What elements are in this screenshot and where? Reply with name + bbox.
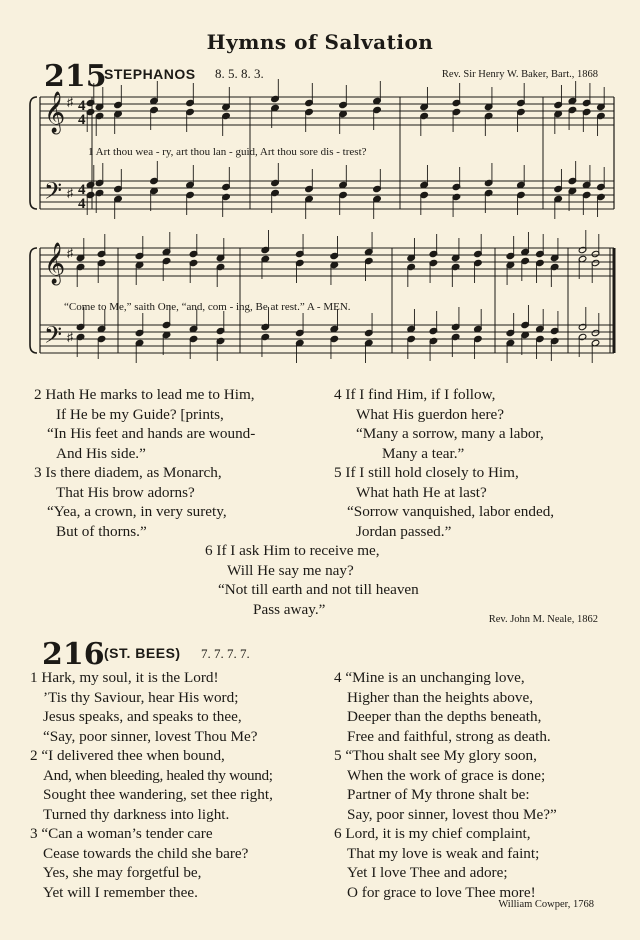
- stanza-line: If He be my Guide? [prints,: [56, 405, 224, 423]
- stanza-line: ’Tis thy Saviour, hear His word;: [43, 688, 239, 706]
- hymn-215-translator: Rev. John M. Neale, 1862: [488, 614, 598, 625]
- stanza-line: But of thorns.”: [56, 522, 147, 540]
- stanza-line: Yes, she may forgetful be,: [43, 864, 202, 881]
- stanza-line: Jesus speaks, and speaks to thee,: [43, 708, 242, 725]
- stanza-line: 2 Hath He marks to lead me to Him,: [34, 386, 255, 403]
- hymn-215-author: Rev. Sir Henry W. Baker, Bart., 1868: [441, 69, 598, 80]
- stanza-line: 1 Hark, my soul, it is the Lord!: [30, 669, 219, 686]
- stanza-line: 5 If I still hold closely to Him,: [334, 464, 519, 481]
- bass-clef-icon: 𝄢: [44, 321, 63, 354]
- stanza-line: Higher than the heights above,: [347, 688, 533, 706]
- hymn-216-number: 216: [42, 637, 105, 672]
- hymn-216-meter: 7. 7. 7. 7.: [201, 646, 250, 661]
- stanza-line: Turned thy darkness into light.: [43, 805, 230, 823]
- stanza-line: 4 “Mine is an unchanging love,: [334, 669, 525, 686]
- stanza-line: Sought thee wandering, set thee right,: [43, 786, 273, 803]
- treble-clef-icon: 𝄞: [44, 243, 66, 284]
- stanza-line: 4 If I find Him, if I follow,: [334, 386, 496, 403]
- stanza-line: Cease towards the child she bare?: [43, 844, 249, 862]
- stanza-line: And, when bleeding, healed thy wound;: [43, 766, 273, 784]
- stanza-line: 6 Lord, it is my chief complaint,: [334, 825, 531, 842]
- system-brace: [30, 248, 37, 353]
- stanza-line: Will He say me nay?: [227, 561, 354, 579]
- time-signature: 4: [78, 98, 86, 114]
- stanza-line: Partner of My throne shalt be:: [347, 786, 530, 803]
- stanza-line: Deeper than the depths beneath,: [347, 708, 542, 725]
- hymn-216-stanza-6: [334, 824, 539, 902]
- sharp-sign: ♯: [67, 186, 73, 200]
- hymn-215-number: 215: [44, 59, 107, 94]
- bass-clef-icon: 𝄢: [44, 177, 63, 210]
- system-brace: [30, 97, 37, 209]
- hymn-215-tune-name: STEPHANOS: [104, 66, 196, 82]
- hymn-215-stanza-6: [205, 541, 419, 619]
- stanza-line: Yet will I remember thee.: [43, 883, 198, 901]
- stanza-line: That His brow adorns?: [56, 483, 195, 501]
- stanza-line: Say, poor sinner, lovest thou Me?”: [347, 805, 557, 823]
- music-system-1: [0, 0, 640, 230]
- hymn-215-stanza-4: [334, 385, 544, 463]
- stanza-line: When the work of grace is done;: [347, 766, 546, 784]
- stanza-line: What hath He at last?: [356, 483, 487, 501]
- stanza-line: “Many a sorrow, many a labor,: [356, 425, 544, 442]
- hymn-216-stanza-2: [30, 746, 273, 824]
- stanza-line: And His side.”: [56, 444, 146, 462]
- hymn-216-stanza-5: [334, 746, 557, 824]
- time-signature: 4: [78, 196, 86, 212]
- stanza-line: 5 “Thou shalt see My glory soon,: [334, 747, 537, 764]
- page-title: Hymns of Salvation: [206, 30, 434, 54]
- time-signature: 4: [78, 112, 86, 128]
- hymn-216-stanza-1: [30, 668, 258, 746]
- hymn-215-lyrics-line-2: “Come to Me,” saith One, “and, com - ing, Be at rest.” A - MEN.: [64, 301, 351, 313]
- stanza-line: That my love is weak and faint;: [347, 844, 540, 862]
- stanza-line: Free and faithful, strong as death.: [347, 727, 551, 745]
- hymn-215-meter: 8. 5. 8. 3.: [215, 66, 264, 81]
- hymn-216-author: William Cowper, 1768: [498, 899, 594, 910]
- stanza-line: “Say, poor sinner, lovest Thou Me?: [43, 727, 258, 745]
- stanza-line: Jordan passed.”: [356, 522, 452, 540]
- hymn-215-stanza-5: [334, 463, 554, 541]
- stanza-line: 6 If I ask Him to receive me,: [205, 542, 380, 559]
- stanza-line: “In His feet and hands are wound-: [47, 425, 256, 442]
- stanza-line: Many a tear.”: [382, 444, 465, 462]
- stanza-line: “Sorrow vanquished, labor ended,: [347, 503, 555, 520]
- hymn-215-stanza-3: [34, 463, 227, 541]
- hymn-216-tune-name: (ST. BEES): [104, 645, 181, 661]
- hymn-216-stanza-4: [334, 668, 551, 746]
- sharp-sign: ♯: [67, 95, 73, 109]
- stanza-line: “Yea, a crown, in very surety,: [47, 503, 227, 520]
- hymn-215-stanza-2: [34, 385, 255, 463]
- stanza-line: O for grace to love Thee more!: [347, 883, 536, 901]
- sharp-sign: ♯: [67, 246, 73, 260]
- stanza-line: 2 “I delivered thee when bound,: [30, 747, 225, 764]
- hymn-215-lyrics-line-1: 1 Art thou wea - ry, art thou lan - guid, Art thou sore dis - trest?: [88, 146, 367, 158]
- time-signature: 4: [78, 182, 86, 198]
- sharp-sign: ♯: [67, 330, 73, 344]
- stanza-line: 3 “Can a woman’s tender care: [30, 825, 213, 842]
- stanza-line: Pass away.”: [253, 600, 326, 618]
- stanza-line: Yet I love Thee and adore;: [347, 864, 508, 881]
- stanza-line: What His guerdon here?: [356, 405, 505, 423]
- stanza-line: “Not till earth and not till heaven: [218, 581, 419, 598]
- treble-clef-icon: 𝄞: [44, 92, 66, 133]
- hymn-216-stanza-3: [30, 824, 248, 902]
- stanza-line: 3 Is there diadem, as Monarch,: [34, 464, 222, 481]
